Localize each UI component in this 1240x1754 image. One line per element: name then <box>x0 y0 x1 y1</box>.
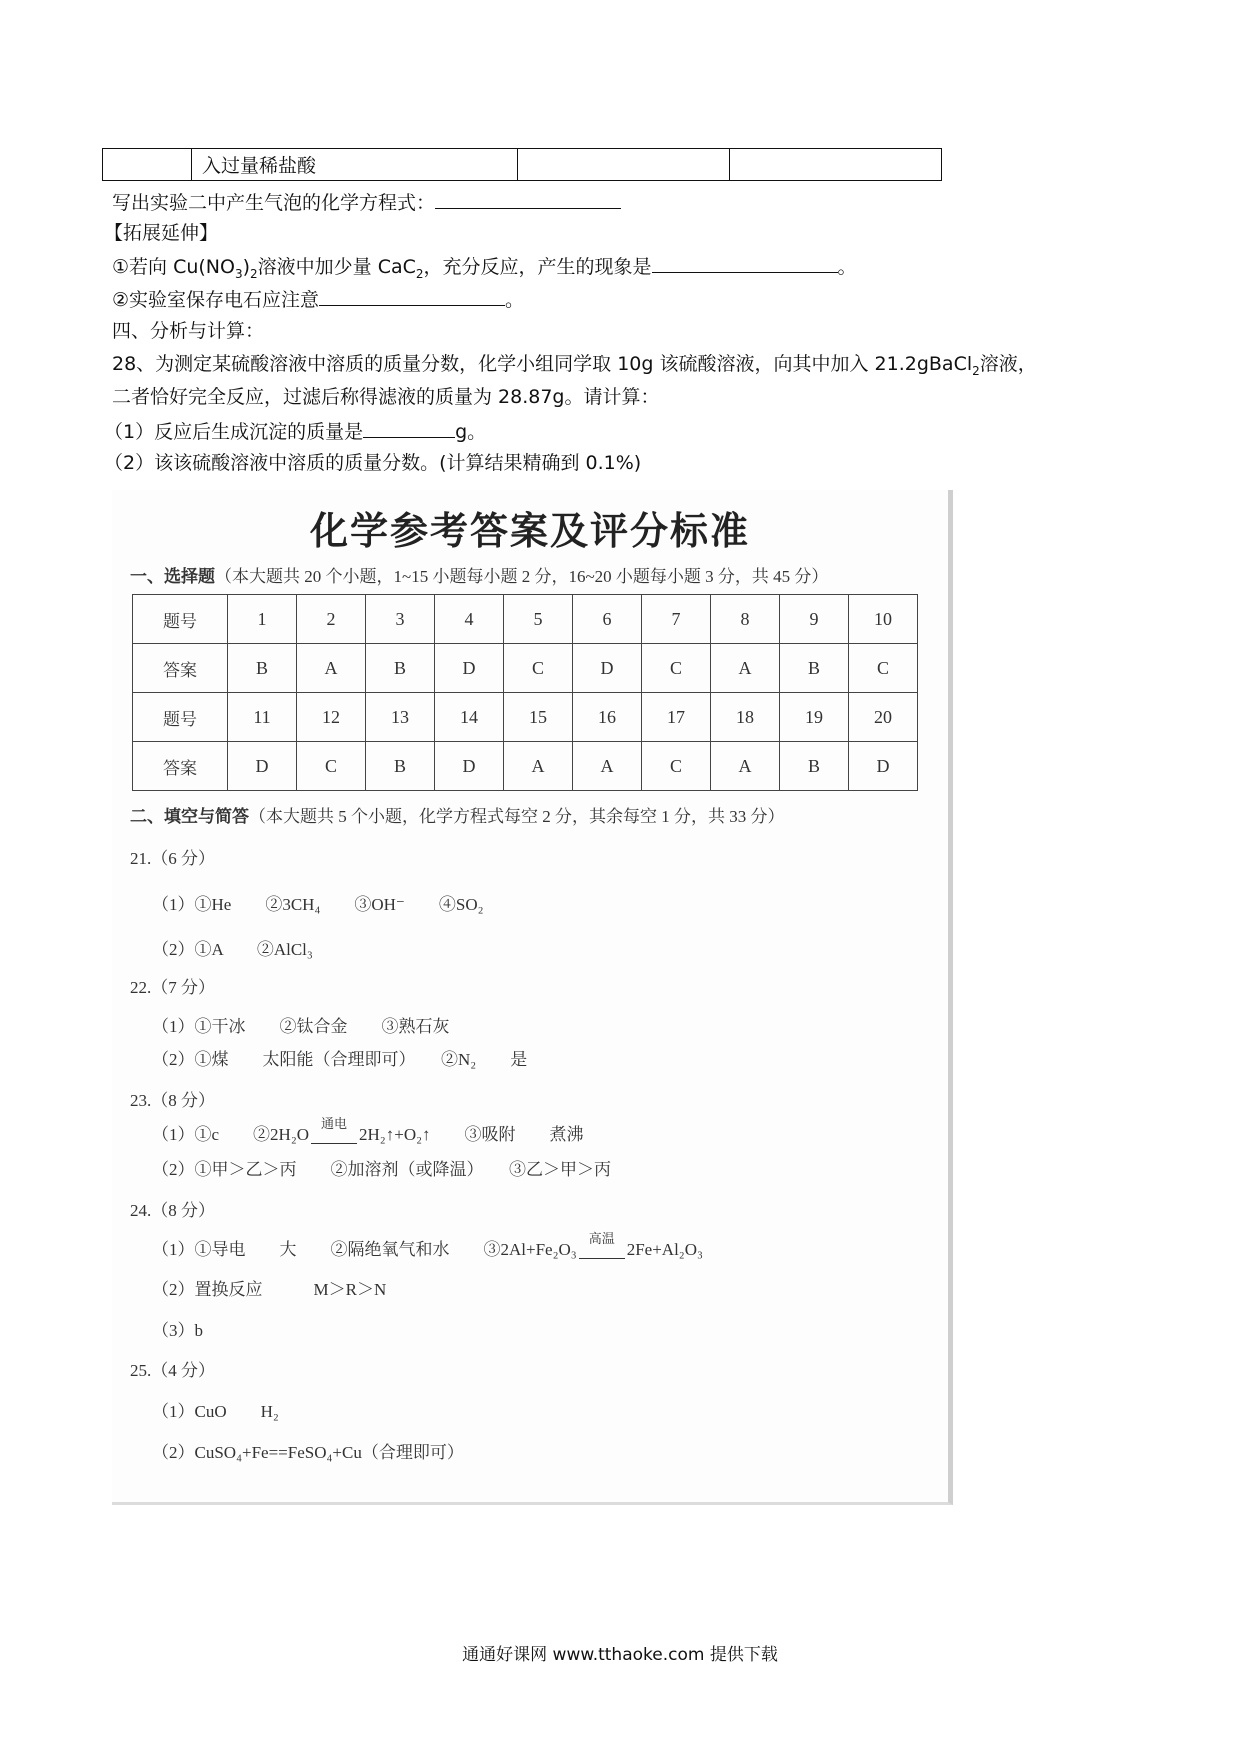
answer-cell: 15 <box>504 693 573 742</box>
answer-key-title: 化学参考答案及评分标准 <box>309 509 750 553</box>
q24-answer-2: （2）置换反应 M＞R＞N <box>152 1280 387 1299</box>
answer-cell: 5 <box>504 595 573 644</box>
answer-cell: C <box>642 742 711 791</box>
answer-cell: 14 <box>435 693 504 742</box>
row-header-cell: 题号 <box>133 693 228 742</box>
reaction-condition: 通电 <box>311 1129 357 1144</box>
answer-cell: 6 <box>573 595 642 644</box>
answer-cell: A <box>573 742 642 791</box>
footer-credit: 通通好课网 www.tthaoke.com 提供下载 <box>462 1645 778 1665</box>
answer-cell: A <box>711 742 780 791</box>
q23-heading: 23.（8 分） <box>130 1091 215 1110</box>
answer-cell: 16 <box>573 693 642 742</box>
answer-cell: C <box>642 644 711 693</box>
answer-cell: B <box>228 644 297 693</box>
answer-cell: C <box>504 644 573 693</box>
q25-answer-1: （1）CuO H₂ <box>152 1402 279 1421</box>
answer-cell: A <box>504 742 573 791</box>
q24-answer-3: （3）b <box>152 1321 203 1340</box>
q28-line1: 28、为测定某硫酸溶液中溶质的质量分数，化学小组同学取 10g 该硫酸溶液，向其中加入 21.2gBaCl$_2$溶液， <box>112 353 1037 378</box>
answer-cell: D <box>849 742 918 791</box>
extend-q2: ②实验室保存电石应注意 。 <box>112 285 524 313</box>
q25-heading: 25.（4 分） <box>130 1361 215 1380</box>
answer-blank <box>435 188 621 209</box>
part4-heading: 四、分析与计算： <box>112 320 265 342</box>
q21-heading: 21.（6 分） <box>130 849 215 868</box>
row-header-cell: 题号 <box>133 595 228 644</box>
answer-cell: 19 <box>780 693 849 742</box>
q28-part2: （2）该该硫酸溶液中溶质的质量分数。(计算结果精确到 0.1%) <box>104 452 642 474</box>
q25-answer-2: （2）CuSO₄+Fe==FeSO₄+Cu（合理即可） <box>152 1443 464 1462</box>
q22-answer-1: （1）①干冰 ②钛合金 ③熟石灰 <box>152 1017 450 1036</box>
extend-heading: 【拓展延伸】 <box>104 222 219 244</box>
table-cell <box>518 149 730 181</box>
section2-heading: 二、填空与简答（本大题共 5 个小题，化学方程式每空 2 分，其余每空 1 分，共 33 分） <box>130 807 785 827</box>
exp2-question: 写出实验二中产生气泡的化学方程式： <box>112 188 621 216</box>
section1-heading: 一、选择题（本大题共 20 个小题，1~15 小题每小题 2 分，16~20 小题每小题 3 分，共 45 分） <box>130 567 829 587</box>
answer-blank <box>652 252 838 273</box>
q23-answer-2: （2）①甲＞乙＞丙 ②加溶剂（或降温） ③乙＞甲＞丙 <box>152 1160 611 1179</box>
answer-cell: C <box>849 644 918 693</box>
q22-heading: 22.（7 分） <box>130 978 215 997</box>
answer-blank <box>319 285 505 306</box>
answer-cell: 2 <box>297 595 366 644</box>
table-cell <box>103 149 192 181</box>
answer-cell: 9 <box>780 595 849 644</box>
q22-answer-2: （2）①煤 太阳能（合理即可） ②N₂ 是 <box>152 1050 528 1069</box>
extend-q1: ①若向 $Cu(NO_3)_2$溶液中加少量 CaC$_2$，充分反应，产生的现象是 。 <box>112 252 857 287</box>
answer-cell: 17 <box>642 693 711 742</box>
table-cell: 入过量稀盐酸 <box>192 149 518 181</box>
table-row <box>133 595 918 644</box>
answer-cell: B <box>366 644 435 693</box>
answer-cell: 12 <box>297 693 366 742</box>
q28-part1: （1）反应后生成沉淀的质量是 g。 <box>104 417 486 445</box>
row-header-cell: 答案 <box>133 742 228 791</box>
answer-cell: 1 <box>228 595 297 644</box>
answer-cell: A <box>711 644 780 693</box>
answer-cell: 13 <box>366 693 435 742</box>
table-cell <box>730 149 942 181</box>
table-row <box>133 742 918 791</box>
answer-cell: B <box>780 742 849 791</box>
q24-answer-1: （1）①导电 大 ②隔绝氧气和水 ③2Al+Fe₂O₃ 高温 2Fe+Al₂O₃ <box>152 1231 703 1259</box>
q28-line2: 二者恰好完全反应，过滤后称得滤液的质量为 28.87g。请计算： <box>112 386 660 408</box>
answer-cell: 10 <box>849 595 918 644</box>
answer-cell: D <box>573 644 642 693</box>
answer-cell: 3 <box>366 595 435 644</box>
reaction-condition: 高温 <box>579 1244 625 1259</box>
answer-blank <box>363 417 455 438</box>
q21-answer-1: （1）①He ②3CH₄ ③OH⁻ ④SO₂ <box>152 895 484 914</box>
answer-cell: D <box>435 742 504 791</box>
q24-heading: 24.（8 分） <box>130 1201 215 1220</box>
answer-cell: 7 <box>642 595 711 644</box>
answer-cell: 11 <box>228 693 297 742</box>
q21-answer-2: （2）①A ②AlCl₃ <box>152 940 313 959</box>
row-header-cell: 答案 <box>133 644 228 693</box>
answer-cell: B <box>780 644 849 693</box>
table-row <box>133 693 918 742</box>
experiment-table <box>102 148 942 181</box>
answer-cell: C <box>297 742 366 791</box>
answer-cell: 18 <box>711 693 780 742</box>
table-row <box>133 644 918 693</box>
choice-answer-table <box>132 594 918 791</box>
answer-cell: 4 <box>435 595 504 644</box>
answer-cell: 20 <box>849 693 918 742</box>
answer-cell: 8 <box>711 595 780 644</box>
answer-cell: B <box>366 742 435 791</box>
answer-cell: D <box>435 644 504 693</box>
answer-cell: D <box>228 742 297 791</box>
q23-answer-1: （1）①c ②2H₂O 通电 2H₂↑+O₂↑ ③吸附 煮沸 <box>152 1116 584 1144</box>
answer-key-image <box>112 490 953 1505</box>
answer-cell: A <box>297 644 366 693</box>
